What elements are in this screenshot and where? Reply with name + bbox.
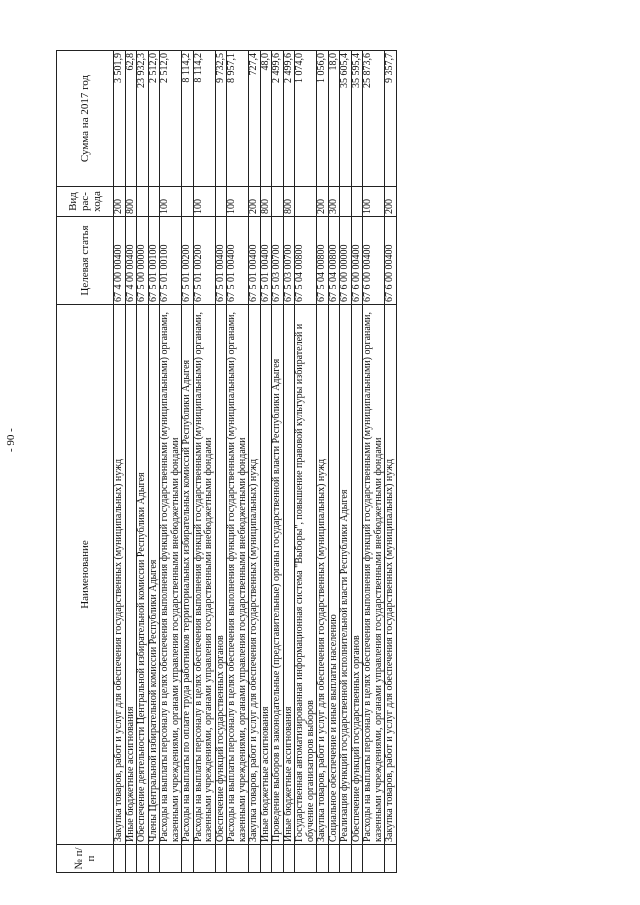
budget-table (56, 50, 397, 873)
cell-sum: 25 873,6 (363, 51, 385, 187)
cell-code: 67 5 01 00100 (148, 217, 160, 305)
cell-vid: 100 (227, 187, 249, 217)
cell-sum: 2 499,6 (283, 51, 295, 187)
table-row (317, 51, 329, 873)
cell-sum: 18,0 (328, 51, 340, 187)
table-row (137, 51, 149, 873)
cell-vid (272, 187, 284, 217)
cell-code: 67 5 01 00400 (249, 217, 261, 305)
table-row (283, 51, 295, 873)
table-row (295, 51, 317, 873)
cell-name: Закупка товаров, работ и услуг для обеспечения государственных (муниципальных) нужд (114, 305, 126, 845)
cell-vid: 800 (283, 187, 295, 217)
cell-vid (148, 187, 160, 217)
cell-num (317, 845, 329, 873)
cell-vid: 200 (385, 187, 397, 217)
cell-code: 67 5 01 00200 (182, 217, 194, 305)
table-row (363, 51, 385, 873)
table-row (148, 51, 160, 873)
cell-sum: 9 732,5 (215, 51, 227, 187)
cell-num (260, 845, 272, 873)
table-row (160, 51, 182, 873)
cell-code: 67 5 01 00400 (260, 217, 272, 305)
cell-num (385, 845, 397, 873)
cell-name: Обеспечение функций государственных органов (351, 305, 363, 845)
cell-sum: 2 512,0 (160, 51, 182, 187)
cell-vid: 200 (114, 187, 126, 217)
cell-sum: 62,8 (125, 51, 137, 187)
cell-num (328, 845, 340, 873)
cell-vid (340, 187, 352, 217)
cell-vid (295, 187, 317, 217)
cell-num (283, 845, 295, 873)
cell-name: Социальное обеспечение и иные выплаты населению (328, 305, 340, 845)
cell-name: Обеспечение деятельности Центральной избирательной комиссии Республики Адыгея (137, 305, 149, 845)
cell-name: Расходы на выплаты персоналу в целях обеспечения выполнения функций государственными (муниципальными) органами, казенными учреждениями, органами управления государственными внебюджетными фондами (160, 305, 182, 845)
header-num: № п/п (57, 845, 114, 873)
cell-vid (351, 187, 363, 217)
cell-num (363, 845, 385, 873)
cell-name: Обеспечение функций государственных органов (215, 305, 227, 845)
cell-vid: 200 (249, 187, 261, 217)
cell-code: 67 5 01 00200 (193, 217, 215, 305)
cell-vid (182, 187, 194, 217)
cell-code: 67 5 01 00400 (227, 217, 249, 305)
cell-code: 67 5 01 00400 (215, 217, 227, 305)
cell-vid (215, 187, 227, 217)
cell-num (227, 845, 249, 873)
cell-num (160, 845, 182, 873)
header-name: Наименование (57, 305, 114, 845)
cell-num (137, 845, 149, 873)
cell-sum: 2 499,6 (272, 51, 284, 187)
header-code: Целевая статья (57, 217, 114, 305)
cell-name: Иные бюджетные ассигнования (260, 305, 272, 845)
cell-num (340, 845, 352, 873)
cell-sum: 727,4 (249, 51, 261, 187)
cell-code: 67 5 04 00800 (317, 217, 329, 305)
table-row (351, 51, 363, 873)
cell-sum: 48,0 (260, 51, 272, 187)
cell-vid (137, 187, 149, 217)
table-row (114, 51, 126, 873)
cell-code: 67 6 00 00400 (385, 217, 397, 305)
cell-code: 67 6 00 00400 (351, 217, 363, 305)
rotated-page (56, 51, 596, 873)
cell-vid: 100 (160, 187, 182, 217)
cell-num (182, 845, 194, 873)
cell-sum: 23 932,3 (137, 51, 149, 187)
table-row (272, 51, 284, 873)
cell-num (351, 845, 363, 873)
cell-sum: 8 114,2 (182, 51, 194, 187)
cell-code: 67 5 04 00800 (295, 217, 317, 305)
cell-num (295, 845, 317, 873)
cell-num (125, 845, 137, 873)
table-row (340, 51, 352, 873)
cell-num (272, 845, 284, 873)
cell-code: 67 4 00 00400 (125, 217, 137, 305)
cell-name: Иные бюджетные ассигнования (125, 305, 137, 845)
table-row (215, 51, 227, 873)
cell-code: 67 5 03 00700 (272, 217, 284, 305)
cell-name: Закупка товаров, работ и услуг для обеспечения государственных (муниципальных) нужд (385, 305, 397, 845)
cell-num (148, 845, 160, 873)
cell-code: 67 5 03 00700 (283, 217, 295, 305)
cell-name: Закупка товаров, работ и услуг для обеспечения государственных (муниципальных) нужд (317, 305, 329, 845)
cell-vid: 800 (260, 187, 272, 217)
cell-sum: 8 114,2 (193, 51, 215, 187)
cell-sum: 1 074,0 (295, 51, 317, 187)
cell-num (249, 845, 261, 873)
cell-code: 67 6 00 00000 (340, 217, 352, 305)
cell-name: Расходы на выплаты по оплате труда работников территориальных избирательных комиссий Республики Адыгея (182, 305, 194, 845)
table-row (328, 51, 340, 873)
header-vid: Вид рас-хода (57, 187, 114, 217)
cell-sum: 2 512,0 (148, 51, 160, 187)
cell-name: Расходы на выплаты персоналу в целях обеспечения выполнения функций государственными (муниципальными) органами, казенными учреждениями, органами управления государственными внебюджетными фондами (193, 305, 215, 845)
cell-code: 67 4 00 00400 (114, 217, 126, 305)
cell-name: Закупка товаров, работ и услуг для обеспечения государственных (муниципальных) нужд (249, 305, 261, 845)
cell-vid: 100 (363, 187, 385, 217)
table-row (249, 51, 261, 873)
cell-num (193, 845, 215, 873)
page-number: - 90 - (5, 428, 17, 452)
cell-name: Реализация функций государственной исполнительной власти Республики Адыгея (340, 305, 352, 845)
cell-vid: 100 (193, 187, 215, 217)
cell-vid: 300 (328, 187, 340, 217)
cell-sum: 9 357,7 (385, 51, 397, 187)
cell-code: 67 5 04 00800 (328, 217, 340, 305)
cell-vid: 800 (125, 187, 137, 217)
cell-sum: 35 595,4 (351, 51, 363, 187)
table-row (227, 51, 249, 873)
cell-num (114, 845, 126, 873)
header-sum: Сумма на 2017 год (57, 51, 114, 187)
cell-code: 67 5 01 00100 (160, 217, 182, 305)
table-row (193, 51, 215, 873)
table-body (114, 51, 397, 873)
table-row (125, 51, 137, 873)
cell-name: Члены Центральной избирательной комиссии Республики Адыгея (148, 305, 160, 845)
table-row (182, 51, 194, 873)
cell-name: Государственная автоматизированная информационная система "Выборы", повышение правовой культуры избирателей и обучение организаторов выборов (295, 305, 317, 845)
cell-code: 67 6 00 00400 (363, 217, 385, 305)
cell-name: Расходы на выплаты персоналу в целях обеспечения выполнения функций государственными (муниципальными) органами, казенными учреждениями, органами управления государственными внебюджетными фондами (227, 305, 249, 845)
cell-sum: 1 056,0 (317, 51, 329, 187)
cell-sum: 3 501,9 (114, 51, 126, 187)
cell-sum: 35 605,4 (340, 51, 352, 187)
cell-name: Расходы на выплаты персоналу в целях обеспечения выполнения функций государственными (муниципальными) органами, казенными учреждениями, органами управления государственными внебюджетными фондами (363, 305, 385, 845)
cell-name: Проведение выборов в законодательные (представительные) органы государственной власти Республики Адыгея (272, 305, 284, 845)
cell-num (215, 845, 227, 873)
cell-code: 67 5 00 00000 (137, 217, 149, 305)
table-row (260, 51, 272, 873)
table-header-row (57, 51, 114, 873)
cell-sum: 8 957,1 (227, 51, 249, 187)
cell-name: Иные бюджетные ассигнования (283, 305, 295, 845)
table-row (385, 51, 397, 873)
cell-vid: 200 (317, 187, 329, 217)
